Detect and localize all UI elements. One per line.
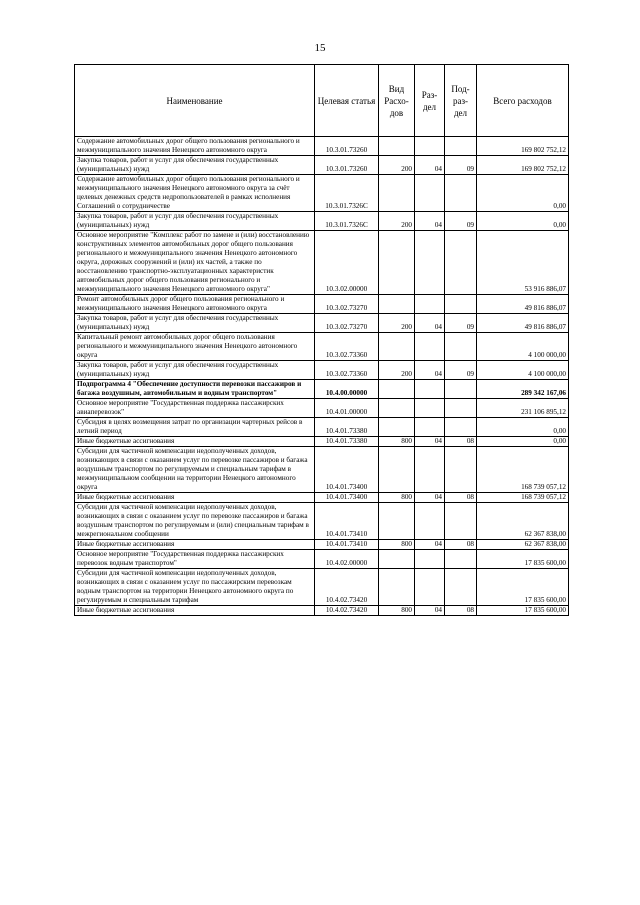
table-row xyxy=(75,606,569,616)
cell-target: 10.4.01.73380 xyxy=(315,418,379,437)
cell-total: 4 100 000,00 xyxy=(477,361,569,380)
cell-type: 200 xyxy=(379,361,415,380)
header-subsection: Под- раз- дел xyxy=(445,65,477,137)
cell-subsection xyxy=(445,569,477,606)
cell-subsection xyxy=(445,503,477,540)
table-row xyxy=(75,212,569,231)
cell-subsection xyxy=(445,295,477,314)
cell-total: 289 342 167,06 xyxy=(477,380,569,399)
cell-total: 49 816 886,07 xyxy=(477,314,569,333)
table-row xyxy=(75,380,569,399)
cell-subsection xyxy=(445,333,477,361)
cell-section xyxy=(415,447,445,493)
cell-subsection: 08 xyxy=(445,606,477,616)
cell-subsection: 09 xyxy=(445,156,477,175)
cell-section xyxy=(415,399,445,418)
cell-section xyxy=(415,550,445,569)
cell-total: 0,00 xyxy=(477,418,569,437)
table-body xyxy=(75,137,569,616)
table-header-row xyxy=(75,65,569,137)
cell-section xyxy=(415,175,445,212)
cell-target: 10.3.01.73260 xyxy=(315,156,379,175)
cell-subsection xyxy=(445,447,477,493)
cell-type: 800 xyxy=(379,540,415,550)
cell-target: 10.3.02.73270 xyxy=(315,295,379,314)
table-row xyxy=(75,437,569,447)
cell-section xyxy=(415,418,445,437)
cell-subsection xyxy=(445,399,477,418)
cell-subsection xyxy=(445,380,477,399)
cell-section: 04 xyxy=(415,156,445,175)
cell-total: 0,00 xyxy=(477,212,569,231)
cell-total: 17 835 600,00 xyxy=(477,569,569,606)
cell-total: 231 106 895,12 xyxy=(477,399,569,418)
cell-subsection: 09 xyxy=(445,361,477,380)
cell-target: 10.3.01.73260 xyxy=(315,137,379,156)
cell-name: Основное мероприятие "Государственная поддержка пассажирских перевозок водным транспортом" xyxy=(75,550,315,569)
cell-target: 10.4.00.00000 xyxy=(315,380,379,399)
table-row xyxy=(75,137,569,156)
cell-name: Ремонт автомобильных дорог общего пользования регионального и межмуниципального значения Ненецкого автономного округа xyxy=(75,295,315,314)
cell-target: 10.3.02.73270 xyxy=(315,314,379,333)
cell-type xyxy=(379,175,415,212)
cell-section xyxy=(415,503,445,540)
cell-type xyxy=(379,137,415,156)
table-row xyxy=(75,333,569,361)
table-row xyxy=(75,399,569,418)
cell-name: Подпрограмма 4 "Обеспечение доступности перевозки пассажиров и багажа воздушным, автомобильным и водным транспортом" xyxy=(75,380,315,399)
cell-total: 4 100 000,00 xyxy=(477,333,569,361)
cell-type xyxy=(379,380,415,399)
cell-subsection: 09 xyxy=(445,314,477,333)
cell-section xyxy=(415,380,445,399)
cell-subsection xyxy=(445,231,477,295)
cell-subsection: 08 xyxy=(445,493,477,503)
cell-subsection: 08 xyxy=(445,437,477,447)
cell-name: Закупка товаров, работ и услуг для обеспечения государственных (муниципальных) нужд xyxy=(75,156,315,175)
cell-target: 10.4.02.73420 xyxy=(315,569,379,606)
cell-name: Закупка товаров, работ и услуг для обеспечения государственных (муниципальных) нужд xyxy=(75,212,315,231)
cell-section: 04 xyxy=(415,437,445,447)
header-total: Всего расходов xyxy=(477,65,569,137)
cell-type: 200 xyxy=(379,156,415,175)
table-row xyxy=(75,361,569,380)
cell-name: Содержание автомобильных дорог общего пользования регионального и межмуниципального значения Ненецкого автономного округа за счёт целевых денежных средств недропользователей в рамках исполнения Соглашений о сотрудничестве xyxy=(75,175,315,212)
cell-target: 10.4.01.73400 xyxy=(315,493,379,503)
cell-target: 10.3.02.73360 xyxy=(315,361,379,380)
cell-total: 169 802 752,12 xyxy=(477,137,569,156)
cell-total: 49 816 886,07 xyxy=(477,295,569,314)
cell-section xyxy=(415,295,445,314)
cell-name: Субсидии для частичной компенсации недополученных доходов, возникающих в связи с оказанием услуг по перевозке пассажиров и багажа воздушным транспортом по регулируемым и (или) специальным тарифам в межрегиональном сообщении xyxy=(75,503,315,540)
header-target: Целевая статья xyxy=(315,65,379,137)
cell-target: 10.4.01.73400 xyxy=(315,447,379,493)
cell-total: 168 739 057,12 xyxy=(477,493,569,503)
cell-section: 04 xyxy=(415,314,445,333)
cell-total: 17 835 600,00 xyxy=(477,606,569,616)
cell-type xyxy=(379,503,415,540)
cell-name: Основное мероприятие "Комплекс работ по замене и (или) восстановлению конструктивных элементов автомобильных дорог общего пользования регионального и межмуниципального значения Ненецкого автономного округа, дорожных сооружений и (или) их частей, а также по восстановлению транспортно-эксплуатационных характеристик автомобильных дорог общего пользования регионального и межмуниципального значения Ненецкого автономного округа" xyxy=(75,231,315,295)
table-row xyxy=(75,569,569,606)
cell-total: 53 916 886,07 xyxy=(477,231,569,295)
header-type: Вид Расхо- дов xyxy=(379,65,415,137)
cell-type: 800 xyxy=(379,493,415,503)
table-row xyxy=(75,447,569,493)
header-section: Раз- дел xyxy=(415,65,445,137)
table-row xyxy=(75,314,569,333)
cell-name: Основное мероприятие "Государственная поддержка пассажирских авиаперевозок" xyxy=(75,399,315,418)
cell-section: 04 xyxy=(415,493,445,503)
cell-subsection xyxy=(445,550,477,569)
cell-subsection: 08 xyxy=(445,540,477,550)
cell-section xyxy=(415,569,445,606)
cell-name: Субсидия в целях возмещения затрат по организации чартерных рейсов в летний период xyxy=(75,418,315,437)
cell-name: Капитальный ремонт автомобильных дорог общего пользования регионального и межмуниципального значения Ненецкого автономного округа xyxy=(75,333,315,361)
cell-total: 17 835 600,00 xyxy=(477,550,569,569)
cell-type: 200 xyxy=(379,314,415,333)
table-row xyxy=(75,418,569,437)
cell-type xyxy=(379,333,415,361)
cell-total: 0,00 xyxy=(477,437,569,447)
cell-total: 62 367 838,00 xyxy=(477,540,569,550)
cell-target: 10.3.01.7326С xyxy=(315,212,379,231)
budget-table xyxy=(74,64,569,616)
cell-type xyxy=(379,569,415,606)
cell-target: 10.4.01.73380 xyxy=(315,437,379,447)
cell-type xyxy=(379,447,415,493)
page-number: 15 xyxy=(314,42,326,54)
cell-name: Иные бюджетные ассигнования xyxy=(75,437,315,447)
cell-section xyxy=(415,333,445,361)
cell-name: Закупка товаров, работ и услуг для обеспечения государственных (муниципальных) нужд xyxy=(75,361,315,380)
cell-type xyxy=(379,231,415,295)
cell-type xyxy=(379,399,415,418)
table-row xyxy=(75,503,569,540)
cell-name: Закупка товаров, работ и услуг для обеспечения государственных (муниципальных) нужд xyxy=(75,314,315,333)
header-name: Наименование xyxy=(75,65,315,137)
cell-total: 62 367 838,00 xyxy=(477,503,569,540)
table-row xyxy=(75,231,569,295)
cell-subsection: 09 xyxy=(445,212,477,231)
cell-name: Иные бюджетные ассигнования xyxy=(75,540,315,550)
cell-section: 04 xyxy=(415,540,445,550)
table-row xyxy=(75,550,569,569)
cell-section: 04 xyxy=(415,606,445,616)
cell-subsection xyxy=(445,418,477,437)
cell-target: 10.4.02.73420 xyxy=(315,606,379,616)
cell-name: Субсидии для частичной компенсации недополученных доходов, возникающих в связи с оказанием услуг по перевозке пассажиров и багажа воздушным транспортом по регулируемым и специальным тарифам в межмуниципальном сообщении на территории Ненецкого автономного округа xyxy=(75,447,315,493)
cell-total: 0,00 xyxy=(477,175,569,212)
cell-name: Субсидии для частичной компенсации недополученных доходов, возникающих в связи с оказанием услуг по пассажирским перевозкам водным транспортом на территории Ненецкого автономного округа по регулируемым и специальным тарифам xyxy=(75,569,315,606)
cell-target: 10.3.02.73360 xyxy=(315,333,379,361)
cell-type: 800 xyxy=(379,606,415,616)
cell-type xyxy=(379,550,415,569)
cell-section: 04 xyxy=(415,212,445,231)
cell-target: 10.3.01.7326С xyxy=(315,175,379,212)
cell-type xyxy=(379,418,415,437)
cell-section: 04 xyxy=(415,361,445,380)
cell-total: 168 739 057,12 xyxy=(477,447,569,493)
cell-subsection xyxy=(445,175,477,212)
cell-target: 10.4.01.73410 xyxy=(315,503,379,540)
cell-target: 10.4.01.00000 xyxy=(315,399,379,418)
cell-type: 200 xyxy=(379,212,415,231)
table-row xyxy=(75,493,569,503)
cell-subsection xyxy=(445,137,477,156)
cell-name: Иные бюджетные ассигнования xyxy=(75,606,315,616)
cell-type xyxy=(379,295,415,314)
cell-type: 800 xyxy=(379,437,415,447)
table-row xyxy=(75,175,569,212)
cell-name: Иные бюджетные ассигнования xyxy=(75,493,315,503)
table-row xyxy=(75,295,569,314)
cell-section xyxy=(415,137,445,156)
cell-target: 10.4.01.73410 xyxy=(315,540,379,550)
cell-target: 10.4.02.00000 xyxy=(315,550,379,569)
table-row xyxy=(75,156,569,175)
cell-name: Содержание автомобильных дорог общего пользования регионального и межмуниципального значения Ненецкого автономного округа xyxy=(75,137,315,156)
cell-section xyxy=(415,231,445,295)
table-row xyxy=(75,540,569,550)
cell-total: 169 802 752,12 xyxy=(477,156,569,175)
cell-target: 10.3.02.00000 xyxy=(315,231,379,295)
